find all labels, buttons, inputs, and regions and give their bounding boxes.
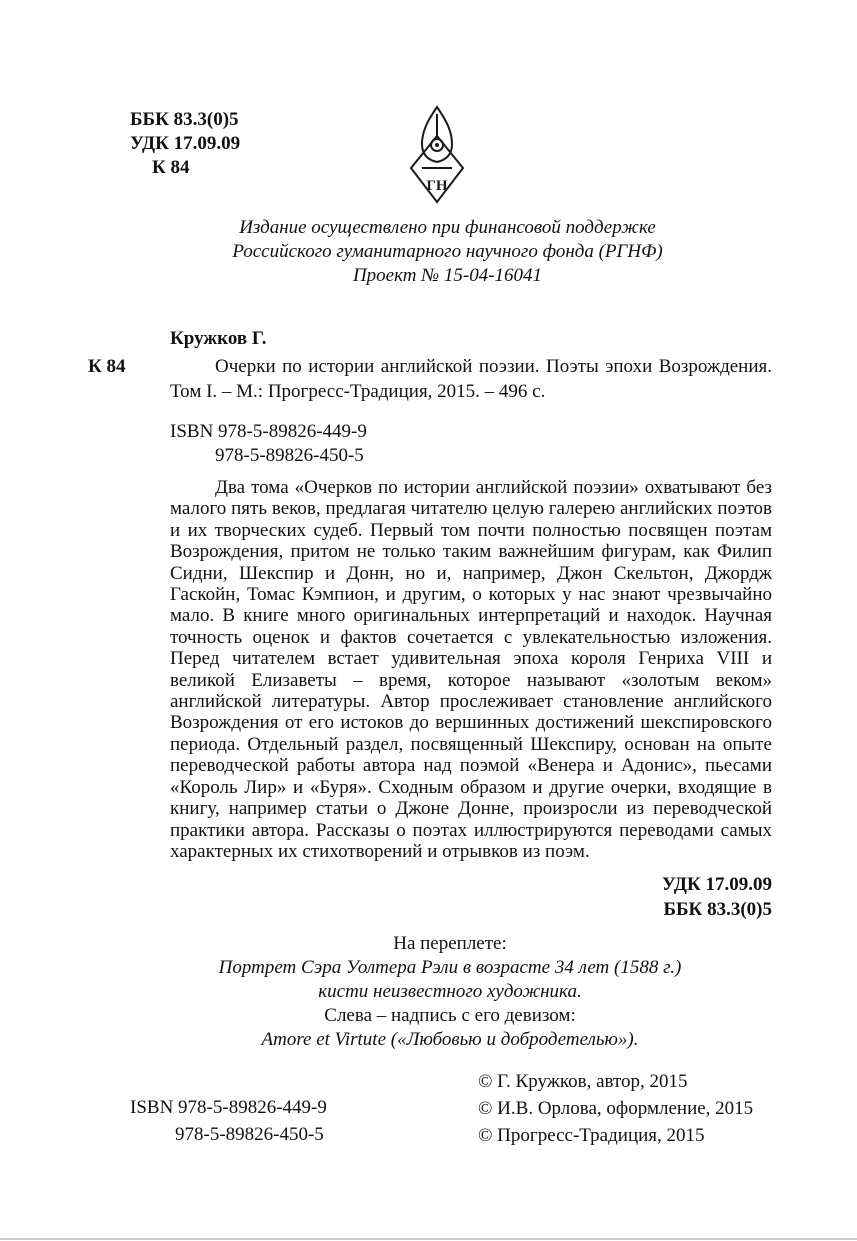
cover-note-portrait: Портрет Сэра Уолтера Рэли в возрасте 34 лет (1588 г.) [218, 957, 682, 978]
cover-note [94, 932, 806, 1052]
funding-note-line3: Проект № 15-04-16041 [352, 265, 543, 286]
udk-code-top: УДК 17.09.09 [130, 133, 241, 154]
isbn-top-line2: 978-5-89826-450-5 [215, 445, 364, 466]
logo-letters: ГН [426, 178, 448, 194]
classification-codes-right [662, 872, 772, 922]
bbk-code-top: ББК 83.3(0)5 [130, 109, 239, 130]
cover-note-heading: На переплете: [393, 933, 507, 954]
funding-note-line2: Российского гуманитарного научного фонда (РГНФ) [232, 241, 663, 262]
isbn-bottom-line2: 978-5-89826-450-5 [175, 1124, 324, 1145]
annotation-block [170, 477, 772, 862]
copyright-designer: © И.В. Орлова, оформление, 2015 [478, 1098, 754, 1119]
cover-note-motto: Amore et Virtute («Любовью и добродетелью»). [261, 1029, 639, 1050]
bbk-code-right: ББК 83.3(0)5 [663, 899, 772, 920]
classification-codes-top [130, 108, 240, 180]
funding-note [90, 216, 805, 288]
fountain-pen-diamond-icon [401, 104, 473, 206]
copyright-block [478, 1068, 753, 1149]
funding-note-line1: Издание осуществлено при финансовой поддержке [239, 217, 656, 238]
author-name: Кружков Г. [170, 328, 267, 349]
isbn-top-line1: ISBN 978-5-89826-449-9 [170, 421, 367, 442]
page-bottom-edge [0, 1238, 857, 1240]
cover-note-artist: кисти неизвестного художника. [318, 981, 582, 1002]
cover-note-motto-intro: Слева – надпись с его девизом: [324, 1005, 576, 1026]
book-code-entry: К 84 [88, 356, 126, 377]
bibliographic-description: Очерки по истории английской поэзии. Поэты эпохи Возрождения. Том I. – М.: Прогресс-Традиция, 2015. – 496 с. [170, 356, 772, 402]
udk-code-right: УДК 17.09.09 [661, 874, 772, 895]
copyright-author: © Г. Кружков, автор, 2015 [478, 1071, 688, 1092]
isbn-block-bottom [130, 1094, 327, 1148]
copyright-publisher: © Прогресс-Традиция, 2015 [478, 1125, 705, 1146]
bibliographic-entry [88, 354, 772, 404]
book-code-top: К 84 [152, 157, 190, 178]
isbn-block-top [170, 420, 367, 468]
rgnf-logo [401, 104, 473, 206]
isbn-bottom-line1: ISBN 978-5-89826-449-9 [130, 1097, 327, 1118]
annotation-text: Два тома «Очерков по истории английской поэзии» охватывают без малого пять веков, предлагая читателю целую галерею английских поэтов и их творческих судеб. Первый том почти полностью посвящен поэтам Возрождения, притом не только таким важнейшим фигурам, как Филип Сидни, Шекспир и Донн, но и, например, Джон Скельтон, Джордж Гаскойн, Томас Кэмпион, и другим, о которых у нас знают чрезвычайно мало. В книге много оригинальных интерпретаций и находок. Научная точность оценок и фактов сочетается с увлекательностью изложения. Перед читателем встает удивительная эпоха короля Генриха VIII и великой Елизаветы – время, которое называют «золотым веком» английской литературы. Автор прослеживает становление английского Возрождения от его истоков до вершинных достижений шекспировского периода. Отдельный раздел, посвященный Шекспиру, основан на опыте переводческой работы автора над поэмой «Венера и Адонис», пьесами «Король Лир» и «Буря». Сходным образом и другие очерки, входящие в книгу, например статьи о Джоне Донне, произросли из переводческой практики автора. Рассказы о поэтах иллюстрируются переводами самых характерных их стихотворений и отрывков из поэм. [170, 477, 772, 862]
